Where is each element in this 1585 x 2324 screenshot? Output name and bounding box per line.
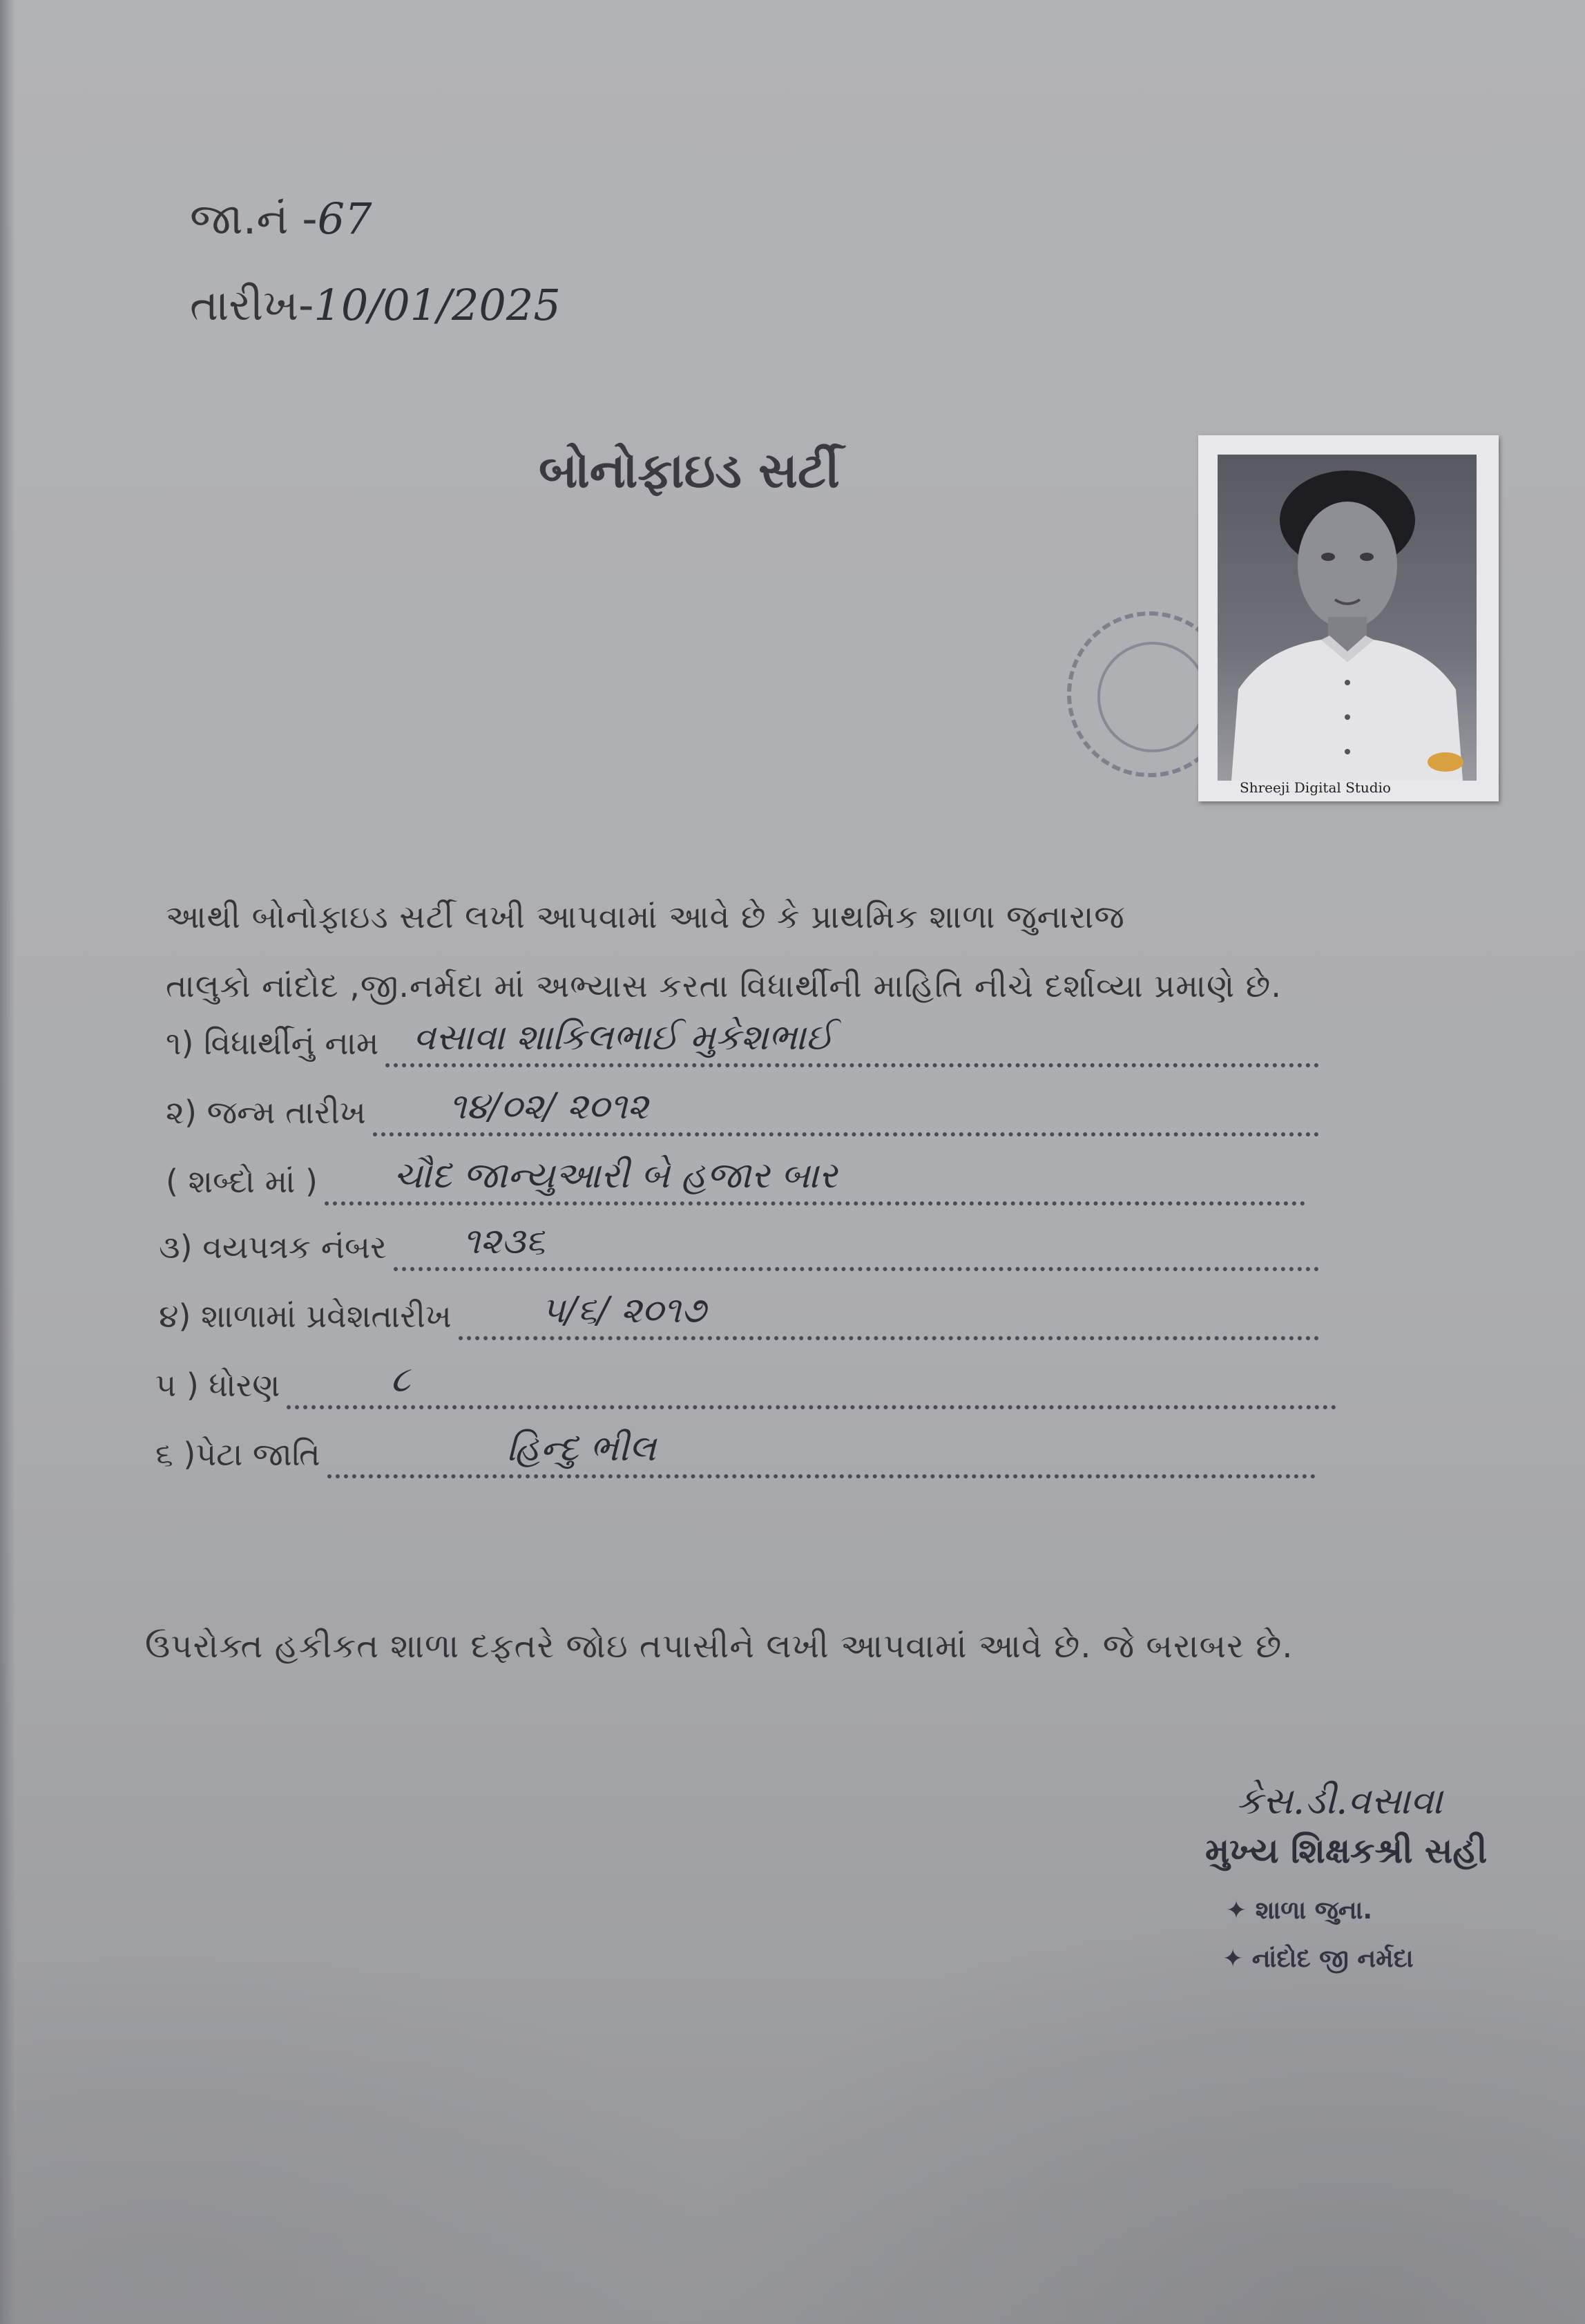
seal-line-2-text: નાંદોદ જી નર્મદા [1251, 1945, 1414, 1973]
field-value: ચૌદ જાન્યુઆરી બે હજાર બાર [393, 1155, 838, 1197]
dotted-line [385, 1017, 1319, 1067]
dotted-line [394, 1221, 1319, 1271]
seal-mark-icon: ✦ [1226, 1896, 1256, 1925]
closing-statement: ઉપરોક્ત હકીકત શાળા દફતરે જોઇ તપાસીને લખી આપવામાં આવે છે. જે બરાબર છે. [145, 1627, 1294, 1666]
intro-line-2: તાલુકો નાંદોદ ,જી.નર્મદા માં અભ્યાસ કરતા વિધાર્થીની માહિતિ નીચે દર્શાવ્યા પ્રમાણે છે. [166, 967, 1282, 1004]
field-register-number [159, 1223, 1319, 1271]
page-edge-shadow [0, 0, 15, 2324]
field-label: ૧) વિધાર્થીનું નામ [166, 1025, 379, 1062]
signature-title: મુખ્ય શિક્ષકશ્રી સહી [1205, 1831, 1488, 1871]
student-photo-image [1218, 455, 1477, 781]
signature-name: કેસ.ડી.વસાવા [1236, 1779, 1443, 1822]
photo-studio-caption: Shreeji Digital Studio [1240, 779, 1391, 796]
seal-line-2 [1222, 1945, 1414, 1974]
reference-value: 67 [317, 193, 372, 244]
date-value: 10/01/2025 [314, 280, 561, 330]
seal-line-1 [1226, 1896, 1372, 1925]
date-label: તારીખ- [190, 280, 314, 330]
dotted-line [459, 1290, 1319, 1340]
field-label: ૬ )પેટા જાતિ [155, 1436, 320, 1473]
field-birth-date-words [166, 1157, 1305, 1206]
student-photo [1198, 435, 1499, 801]
field-value: ૧૨૩૬ [462, 1221, 546, 1262]
field-admission-date [159, 1292, 1319, 1340]
seal-mark-icon: ✦ [1222, 1945, 1252, 1973]
field-sub-caste [155, 1430, 1316, 1478]
field-standard [155, 1361, 1336, 1409]
field-value: હિન્દુ ભીલ [506, 1428, 656, 1469]
field-label: ( શબ્દો માં ) [166, 1163, 318, 1200]
field-birth-date [166, 1088, 1319, 1136]
intro-line-1: આથી બોનોફાઇડ સર્ટી લખી આપવામાં આવે છે કે પ્રાથમિક શાળા જુનારાજ [166, 898, 1125, 935]
reference-label: જા.નં - [190, 193, 318, 244]
document-title: બોનોફાઇડ સર્ટી [539, 442, 840, 499]
field-value: ૮ [390, 1359, 411, 1400]
field-value: ૧૪/૦૨/ ૨૦૧૨ [448, 1086, 649, 1127]
dotted-line [325, 1155, 1305, 1206]
seal-line-1-text: શાળા જુના. [1255, 1896, 1373, 1925]
field-student-name [166, 1019, 1319, 1067]
dotted-line [287, 1359, 1336, 1409]
reference-number [190, 193, 372, 245]
issue-date [190, 280, 561, 331]
field-label: ૪) શાળામાં પ્રવેશતારીખ [159, 1297, 452, 1335]
field-label: ૫ ) ધોરણ [155, 1366, 280, 1404]
field-value: ૫/૬/ ૨૦૧૭ [541, 1290, 707, 1331]
stamp-inner-ring [1097, 642, 1208, 752]
dotted-line [373, 1086, 1319, 1136]
field-label: ૩) વયપત્રક નંબર [159, 1228, 387, 1266]
student-portrait-graphic [1218, 455, 1477, 781]
field-label: ૨) જન્મ તારીખ [166, 1094, 366, 1131]
field-value: વસાવા શાકિલભાઈ મુકેશભાઈ [413, 1017, 834, 1058]
dotted-line [327, 1428, 1316, 1478]
